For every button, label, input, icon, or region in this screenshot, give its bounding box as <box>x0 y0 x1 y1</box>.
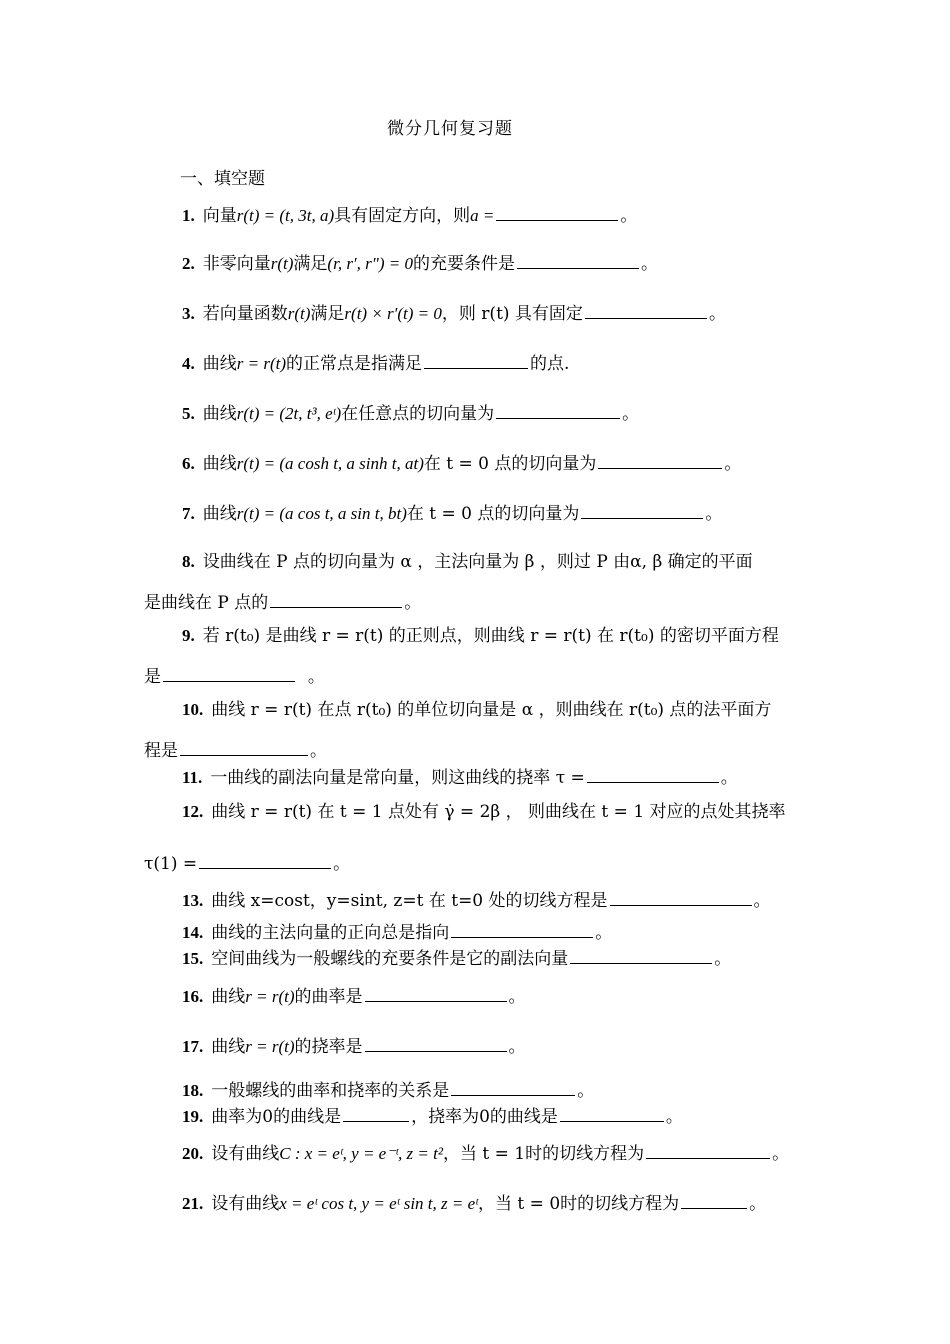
answer-blank[interactable] <box>424 350 528 369</box>
question-10-continued: 程是 。 <box>144 737 327 762</box>
question-8-continued: 是曲线在 P 点的 。 <box>144 589 421 614</box>
page-title: 微分几何复习题 <box>387 119 513 139</box>
answer-blank[interactable] <box>365 1033 507 1052</box>
answer-blank[interactable] <box>180 737 308 756</box>
question-7: 7. 曲线r(t) = (a cos t, a sin t, bt)在 t = 0 点的切向量为 。 <box>182 500 722 525</box>
answer-blank[interactable] <box>560 1103 664 1122</box>
question-1: 1. 向量r(t) = (t, 3t, a)具有固定方向，则a = 。 <box>182 202 637 227</box>
answer-blank[interactable] <box>581 500 703 519</box>
question-19: 19. 曲率为0的曲线是 ，挠率为0的曲线是 。 <box>182 1103 683 1128</box>
question-17: 17. 曲线r = r(t)的挠率是 。 <box>182 1033 526 1058</box>
question-18: 18. 一般螺线的曲率和挠率的关系是 。 <box>182 1077 594 1102</box>
answer-blank[interactable] <box>199 850 331 869</box>
answer-blank[interactable] <box>451 1077 575 1096</box>
question-5: 5. 曲线r(t) = (2t, t³, eᵗ)在任意点的切向量为 。 <box>182 400 639 425</box>
question-12-continued: τ(1) = 。 <box>144 850 350 875</box>
answer-blank[interactable] <box>365 983 507 1002</box>
question-14: 14. 曲线的主法向量的正向总是指向 。 <box>182 919 612 944</box>
question-16: 16. 曲线r = r(t)的曲率是 。 <box>182 983 526 1008</box>
question-8: 8. 设曲线在 P 点的切向量为 α ，主法向量为 β ，则过 P 由α, β 确定的平面 <box>182 552 753 572</box>
question-12: 12. 曲线 r = r(t) 在 t = 1 点处有 γ̇ = 2β ， 则曲线在 t = 1 对应的点处其挠率 <box>182 802 786 822</box>
question-4: 4. 曲线r = r(t)的正常点是指满足 的点. <box>182 350 569 375</box>
section-heading: 一、填空题 <box>180 169 265 189</box>
answer-blank[interactable] <box>610 887 752 906</box>
question-13: 13. 曲线 x=cost，y=sint, z=t 在 t=0 处的切线方程是 。 <box>182 887 771 912</box>
answer-blank[interactable] <box>270 589 402 608</box>
question-21: 21. 设有曲线x = eᵗ cos t, y = eᵗ sin t, z = eᵗ，当 t = 0时的切线方程为 。 <box>182 1190 766 1215</box>
question-3: 3. 若向量函数r(t)满足r(t) × r′(t) = 0，则 r(t) 具有固定 。 <box>182 300 726 325</box>
answer-blank[interactable] <box>646 1140 770 1159</box>
answer-blank[interactable] <box>598 450 722 469</box>
question-2: 2. 非零向量r(t)满足(r, r′, r″) = 0的充要条件是 。 <box>182 250 658 275</box>
answer-blank[interactable] <box>496 202 618 221</box>
answer-blank[interactable] <box>517 250 639 269</box>
answer-blank[interactable] <box>451 919 593 938</box>
question-11: 11. 一曲线的副法向量是常向量，则这曲线的挠率 τ = 。 <box>182 764 738 789</box>
answer-blank[interactable] <box>163 663 295 682</box>
answer-blank[interactable] <box>585 300 707 319</box>
answer-blank[interactable] <box>681 1190 747 1209</box>
answer-blank[interactable] <box>343 1103 409 1122</box>
question-20: 20. 设有曲线C : x = eᵗ, y = e⁻ᵗ, z = t²，当 t = 1时的切线方程为 。 <box>182 1140 789 1165</box>
answer-blank[interactable] <box>587 764 719 783</box>
answer-blank[interactable] <box>570 945 712 964</box>
question-9-continued: 是 。 <box>144 663 325 688</box>
question-15: 15. 空间曲线为一般螺线的充要条件是它的副法向量 。 <box>182 945 731 970</box>
question-9: 9. 若 r(t₀) 是曲线 r = r(t) 的正则点，则曲线 r = r(t) 在 r(t₀) 的密切平面方程 <box>182 626 779 646</box>
question-10: 10. 曲线 r = r(t) 在点 r(t₀) 的单位切向量是 α ，则曲线在 r(t₀) 点的法平面方 <box>182 700 772 720</box>
question-6: 6. 曲线r(t) = (a cosh t, a sinh t, at)在 t = 0 点的切向量为 。 <box>182 450 741 475</box>
answer-blank[interactable] <box>496 400 620 419</box>
